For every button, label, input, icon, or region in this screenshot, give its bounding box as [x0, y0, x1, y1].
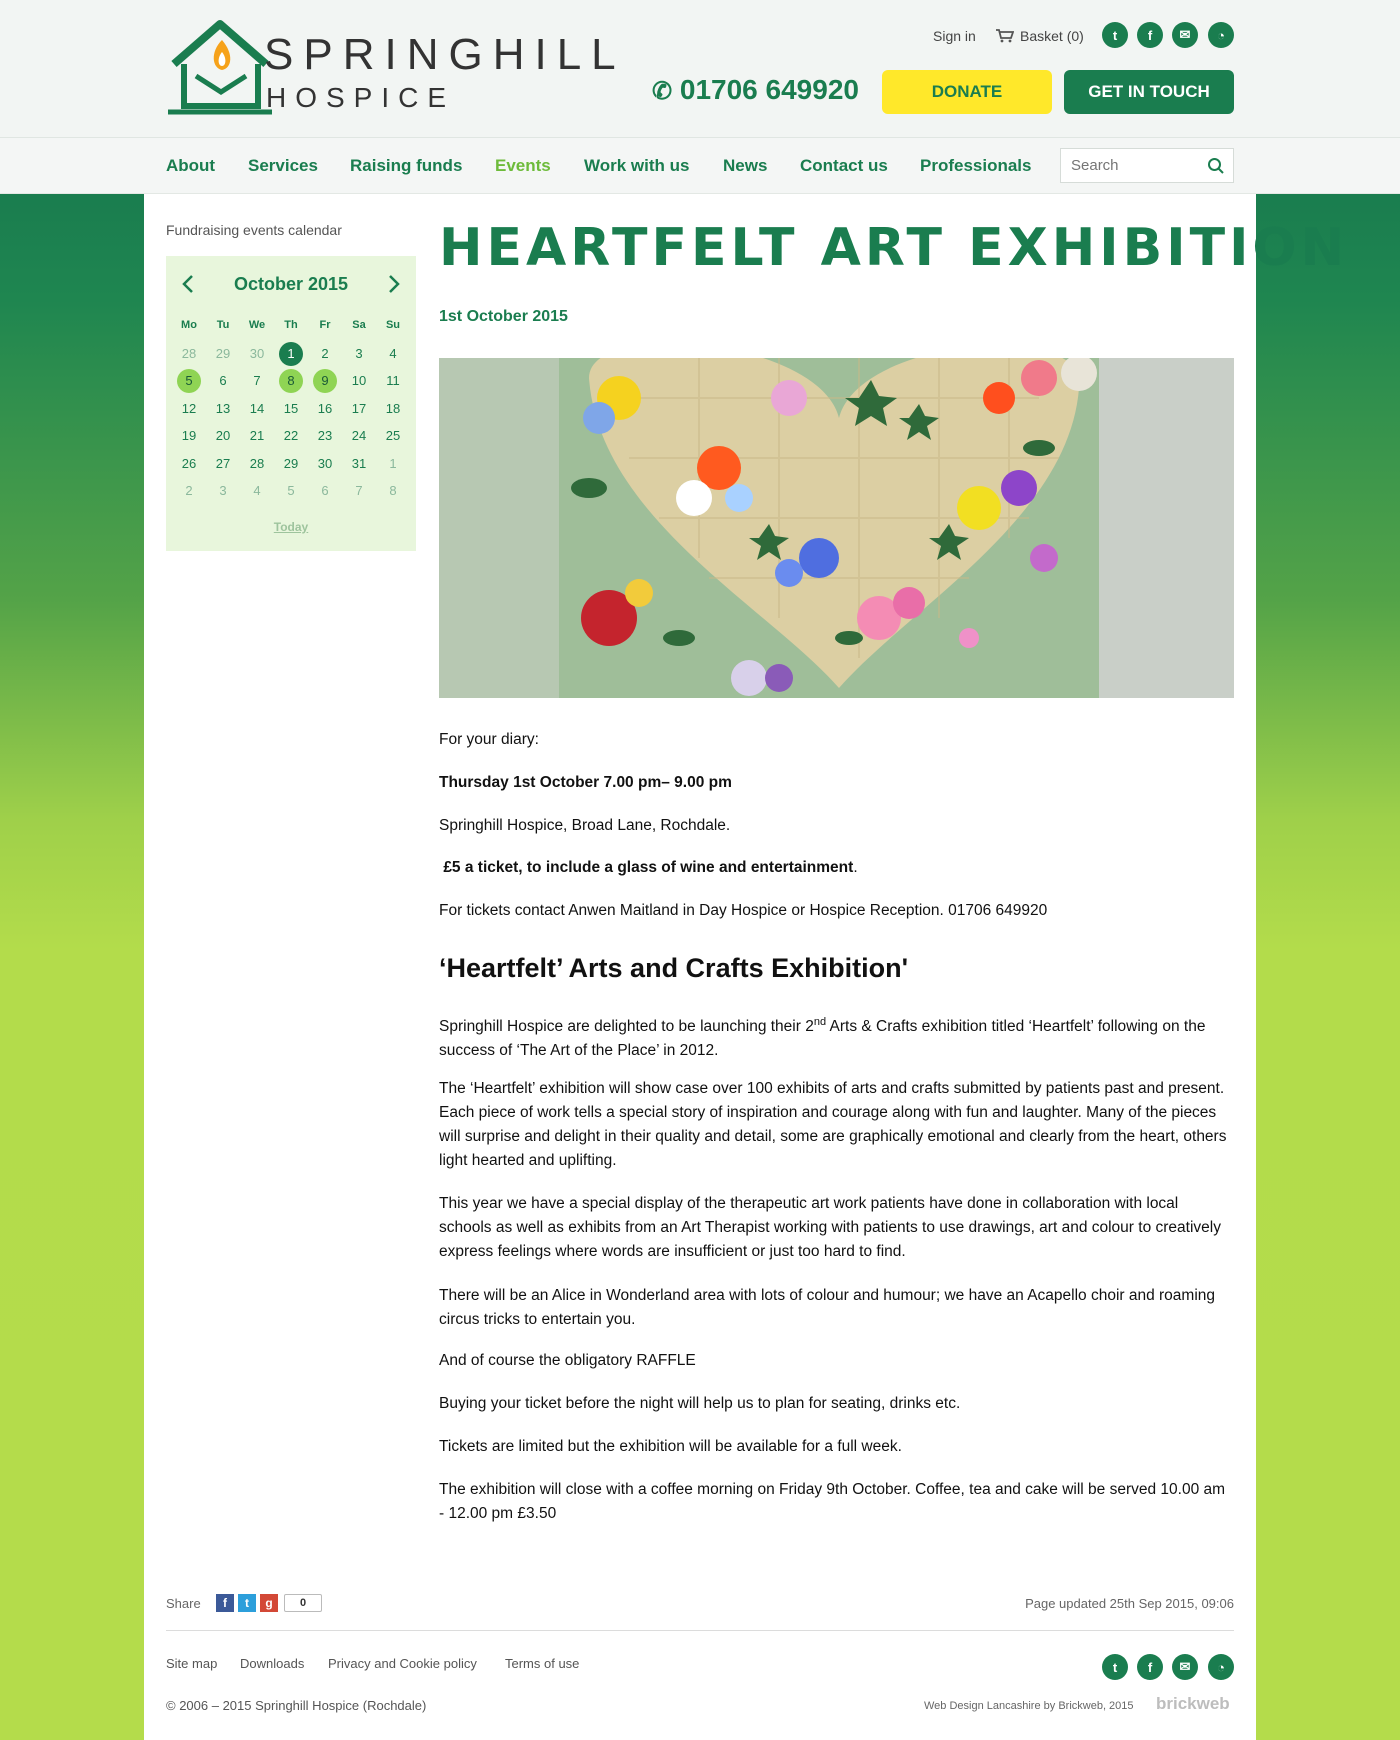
paragraph: Buying your ticket before the night will help us to plan for seating, drinks etc. [439, 1395, 961, 1412]
nav-news[interactable]: News [723, 156, 768, 175]
get-in-touch-button[interactable]: GET IN TOUCH [1064, 70, 1234, 114]
calendar-day: 13 [215, 400, 231, 416]
calendar-day: 2 [185, 483, 193, 498]
event-photo [439, 358, 1234, 698]
event-date: 1st October 2015 [439, 308, 568, 325]
search-input[interactable] [1061, 149, 1201, 182]
event-price-text: £5 a ticket, to include a glass of wine and entertainment [443, 859, 854, 876]
event-location: Springhill Hospice, Broad Lane, Rochdale. [439, 817, 731, 834]
calendar-day: 19 [181, 428, 197, 443]
calendar-day: 30 [317, 455, 333, 471]
nav-professionals[interactable]: Professionals [920, 156, 1032, 175]
copyright: © 2006 – 2015 Springhill Hospice (Rochdale) [166, 1698, 427, 1713]
paragraph: And of course the obligatory RAFFLE [439, 1352, 696, 1369]
basket-link[interactable] [996, 28, 1084, 44]
logo-text-hospice: HOSPICE [266, 82, 456, 113]
calendar-day: 29 [215, 345, 231, 361]
paragraph: Tickets are limited but the exhibition will be available for a full week. [439, 1438, 902, 1455]
calendar-day: 28 [181, 345, 197, 361]
footer-twitter-icon[interactable]: t [1102, 1654, 1128, 1680]
calendar-day: 2 [321, 345, 329, 361]
event-time [439, 771, 1234, 795]
event-price: £5 a ticket, to include a glass of wine and entertainment. [443, 859, 858, 876]
twitter-icon[interactable]: t [1102, 22, 1128, 48]
page-updated: Page updated 25th Sep 2015, 09:06 [1025, 1596, 1234, 1611]
calendar-day: 4 [389, 345, 397, 361]
calendar-week [172, 340, 410, 368]
paragraph: The exhibition will close with a coffee morning on Friday 9th October. Coffee, tea and cake will be served 10.00 am - 12.00 pm £3.50 [439, 1481, 1226, 1522]
event-time-text: Thursday 1st October 7.00 pm– 9.00 pm [439, 774, 732, 791]
footer-rss-icon[interactable]: ◔ [1208, 1654, 1234, 1680]
calendar-day: 8 [389, 483, 397, 498]
calendar-day: 21 [249, 428, 265, 443]
nav-contact-us[interactable]: Contact us [800, 156, 888, 175]
basket-label: Basket (0) [1020, 28, 1084, 44]
calendar-day: 15 [283, 400, 299, 416]
calendar-weekdays [172, 312, 410, 340]
phone-number[interactable] [652, 74, 859, 106]
diary-label: For your diary: [439, 731, 539, 748]
calendar-grid [172, 312, 410, 505]
calendar-day: 26 [181, 455, 197, 471]
nav-services[interactable]: Services [248, 156, 318, 175]
calendar-day-event[interactable]: 8 [274, 367, 308, 395]
calendar-day: 23 [317, 428, 333, 443]
nav-about[interactable]: About [166, 156, 216, 175]
section-heading: ‘Heartfelt’ Arts and Crafts Exhibition' [439, 953, 908, 983]
search-box [1060, 148, 1234, 183]
calendar-day: 6 [219, 373, 227, 388]
calendar-day: 28 [249, 455, 265, 471]
calendar-day: 3 [355, 345, 363, 361]
weekday: Tu [216, 319, 230, 331]
calendar-week [172, 367, 410, 395]
calendar-week [172, 477, 410, 505]
footer-email-icon[interactable]: ✉ [1172, 1654, 1198, 1680]
share-count: 0 [284, 1594, 322, 1612]
sign-in-link[interactable]: Sign in [933, 28, 976, 44]
calendar-day: 6 [321, 483, 329, 498]
calendar-day: 25 [385, 428, 401, 443]
calendar-day: 10 [351, 373, 367, 388]
calendar-day-today[interactable]: 1 [274, 340, 308, 368]
calendar-heading: Fundraising events calendar [166, 222, 342, 238]
calendar-day-event[interactable]: 5 [172, 367, 206, 395]
heart-artwork-image [439, 358, 1234, 698]
share-twitter-icon[interactable]: t [238, 1594, 256, 1612]
calendar-day: 24 [351, 428, 367, 443]
facebook-icon[interactable]: f [1137, 22, 1163, 48]
logo-text-springhill: SPRINGHILL [264, 30, 626, 79]
logo-icon [166, 16, 276, 116]
calendar-day: 7 [253, 373, 261, 388]
nav-raising-funds[interactable]: Raising funds [350, 156, 463, 175]
paragraph: This year we have a special display of the therapeutic art work patients have done in collaboration with local schools as well as exhibits from an Art Therapist working with patients to use drawings, art and colour to creatively express feelings where words are insufficient or just too hard to find. [439, 1195, 1221, 1260]
paragraph-intro: Springhill Hospice are delighted to be launching their 2nd Arts & Crafts exhibition titled ‘Heartfelt’ following on the success of ‘The Art of the Place’ in 2012. [439, 1016, 1206, 1060]
brickweb-logo[interactable]: brickweb [1156, 1694, 1230, 1713]
calendar-day: 17 [351, 400, 367, 416]
calendar-day-event[interactable]: 9 [308, 367, 342, 395]
weekday: We [248, 319, 266, 331]
search-icon[interactable] [1207, 157, 1225, 175]
next-month-icon[interactable] [382, 272, 404, 296]
designer-credit[interactable]: Web Design Lancashire by Brickweb, 2015 [924, 1700, 1134, 1712]
footer-link-site-map[interactable]: Site map [166, 1656, 218, 1671]
paragraph: There will be an Alice in Wonderland area with lots of colour and humour; we have an Acapello choir and roaming circus tricks to entertain you. [439, 1287, 1216, 1328]
share-label: Share [166, 1596, 201, 1611]
footer-divider [166, 1630, 1234, 1631]
calendar-day: 27 [215, 455, 231, 471]
footer-link-downloads[interactable]: Downloads [240, 1656, 305, 1671]
calendar-day: 18 [385, 400, 401, 416]
calendar-day: 16 [317, 400, 333, 416]
nav-events[interactable]: Events [495, 156, 551, 175]
weekday: Sa [352, 319, 366, 331]
share-facebook-icon[interactable]: f [216, 1594, 234, 1612]
calendar-day: 20 [215, 428, 231, 443]
calendar-week [172, 450, 410, 478]
paragraph: The ‘Heartfelt’ exhibition will show case over 100 exhibits of arts and crafts submitted by patients past and present. Each piece of work tells a special story of inspiration and courage along with fun and laughter. Many of the pieces will surprise and delight in their quality and detail, some are graphically emotional and clearly from the heart, others light hearted and uplifting. [439, 1080, 1227, 1169]
weekday: Fr [319, 319, 331, 331]
weekday: Su [385, 319, 401, 331]
cart-icon [996, 29, 1014, 43]
calendar-week [172, 422, 410, 450]
calendar-day: 3 [219, 483, 227, 498]
page-title: HEARTFELT ART EXHIBITION [439, 218, 1349, 278]
calendar-day: 31 [351, 455, 367, 471]
footer-link-terms[interactable]: Terms of use [505, 1656, 580, 1671]
calendar-day: 1 [389, 455, 397, 471]
nav-work-with-us[interactable]: Work with us [584, 156, 690, 175]
footer-link-privacy[interactable]: Privacy and Cookie policy [328, 1656, 477, 1671]
phone-icon: ✆ [652, 78, 673, 105]
footer-facebook-icon[interactable]: f [1137, 1654, 1163, 1680]
calendar-today-link[interactable]: Today [273, 520, 309, 534]
calendar-day: 22 [283, 428, 299, 443]
share-google-plus-icon[interactable]: g [260, 1594, 278, 1612]
calendar-week [172, 395, 410, 423]
ticket-contact: For tickets contact Anwen Maitland in Day Hospice or Hospice Reception. 01706 649920 [439, 902, 1048, 919]
calendar-day: 5 [287, 483, 295, 498]
weekday: Mo [181, 319, 197, 331]
calendar-day: 7 [355, 483, 363, 498]
calendar-day: 4 [253, 483, 261, 498]
phone-text: 01706 649920 [679, 74, 859, 105]
calendar-day: 12 [181, 400, 197, 416]
calendar-day: 30 [249, 345, 265, 361]
email-icon[interactable]: ✉ [1172, 22, 1198, 48]
donate-button[interactable]: DONATE [882, 70, 1052, 114]
calendar-day: 14 [249, 400, 265, 416]
events-calendar [166, 256, 416, 551]
weekday: Th [284, 319, 298, 331]
calendar-day: 29 [283, 455, 299, 471]
calendar-day: 11 [386, 373, 400, 388]
calendar-month: October 2015 [233, 274, 349, 294]
rss-icon[interactable]: ◔ [1208, 22, 1234, 48]
